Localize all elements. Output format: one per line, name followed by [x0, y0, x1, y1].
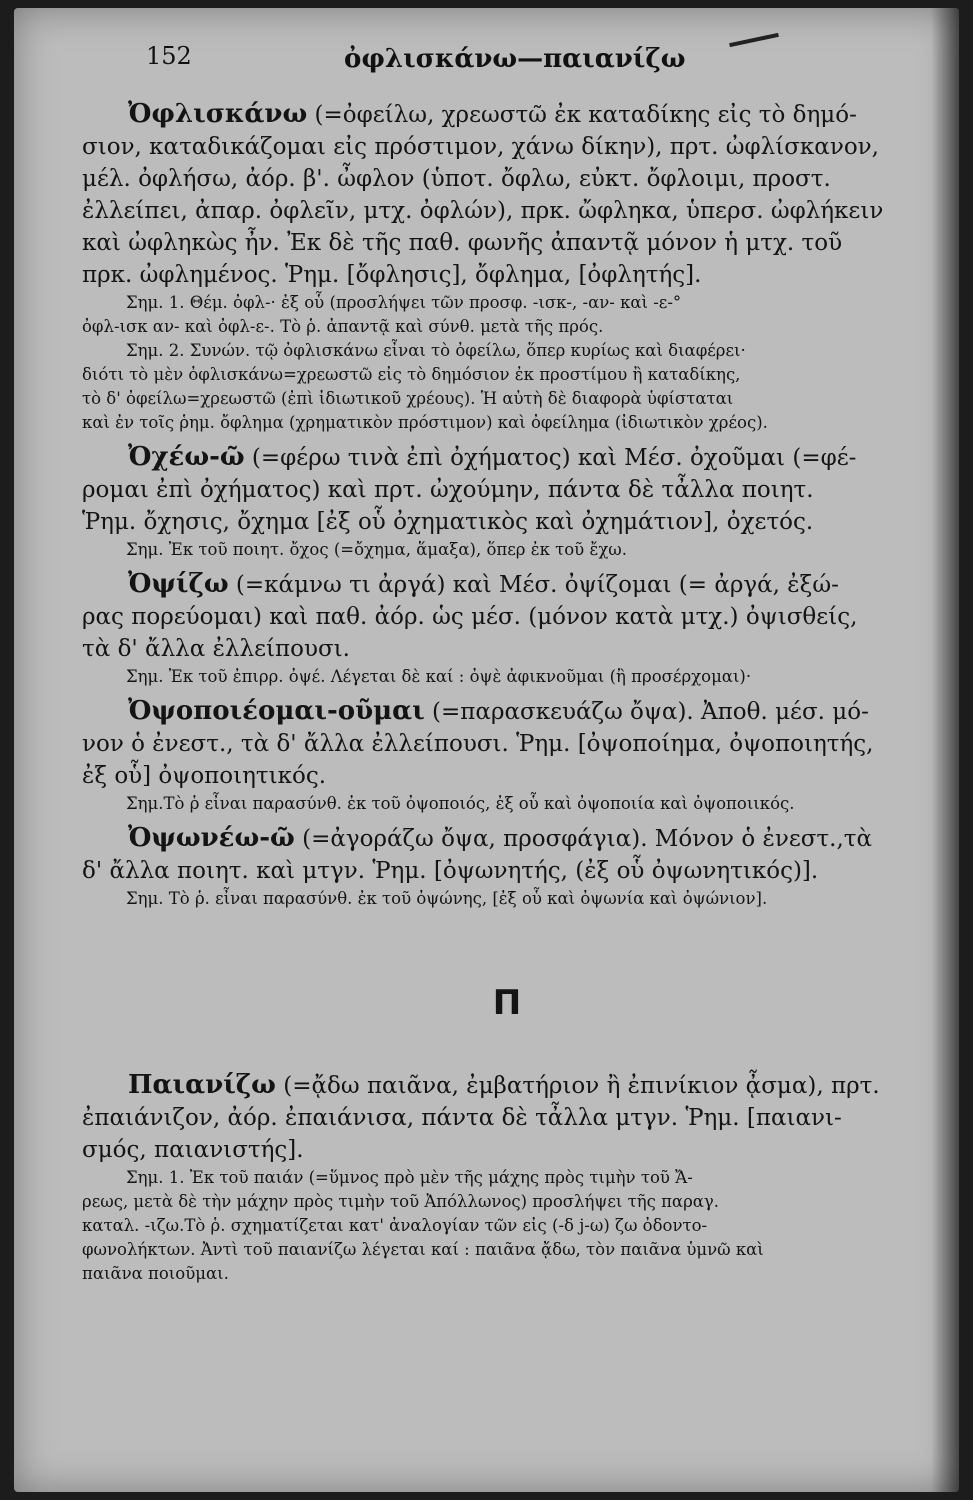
note-line: Σημ. Ἐκ τοῦ ἐπιρρ. ὀψέ. Λέγεται δὲ καί : ὀψὲ ἀφικνοῦμαι (ἢ προσέρχομαι)·: [126, 667, 752, 686]
entry-text: (=κάμνω τι ἀργά) καὶ Μέσ. ὀψίζομαι (= ἀργά, ἐξώ-: [228, 572, 839, 598]
note-line: Σημ. 1. Ἐκ τοῦ παιάν (=ὕμνος πρὸ μὲν τῆς μάχης πρὸς τιμὴν τοῦ Ἄ-: [126, 1168, 693, 1187]
page-number: 152: [146, 42, 192, 70]
entry-text: (=ᾄδω παιᾶνα, ἐμβατήριον ἢ ἐπινίκιον ᾆσμα), πρτ.: [275, 1073, 880, 1099]
entry-note: [82, 1166, 934, 1286]
entry-line: [82, 822, 934, 855]
entry-headword: Ὀψίζω: [128, 569, 229, 599]
entry-line: [82, 695, 934, 728]
entry-line: [82, 474, 934, 506]
entry-line: [82, 227, 934, 259]
entry-text: καὶ ὠφληκὼς ἦν. Ἐκ δὲ τῆς παθ. φωνῆς ἀπαντᾷ μόνον ἡ μτχ. τοῦ: [82, 230, 843, 256]
entry-text: δ' ἄλλα ποιητ. καὶ μτγν. Ῥημ. [ὀψωνητής, (ἐξ οὗ ὀψωνητικός)].: [82, 858, 819, 884]
entry-text: μέλ. ὀφλήσω, ἀόρ. β'. ὦφλον (ὑποτ. ὄφλω, εὐκτ. ὄφλοιμι, προστ.: [82, 166, 831, 192]
entry-text: ρομαι ἐπὶ ὀχήματος) καὶ πρτ. ὠχούμην, πάντα δὲ τἆλλα ποιητ.: [82, 477, 814, 503]
page-header: [14, 42, 959, 82]
entry-text: Ῥημ. ὄχησις, ὄχημα [ἐξ οὗ ὀχηματικὸς καὶ ὀχημάτιον], ὀχετός.: [82, 509, 814, 535]
entry-headword: Παιανίζω: [128, 1070, 276, 1100]
entry-text: νον ὁ ἐνεστ., τὰ δ' ἄλλα ἐλλείπουσι. Ῥημ. [ὀψοποίημα, ὀψοποιητής,: [82, 731, 874, 757]
entry-text: σιον, καταδικάζομαι εἰς πρόστιμον, χάνω δίκην), πρτ. ὠφλίσκανον,: [82, 134, 879, 160]
entry-line: [82, 855, 934, 887]
dictionary-entry: [82, 568, 934, 689]
entry-headword: Ὀψωνέω-ῶ: [128, 823, 295, 853]
entry-text: ἐλλείπει, ἀπαρ. ὀφλεῖν, μτχ. ὀφλών), πρκ. ὤφληκα, ὑπερσ. ὠφλήκειν: [82, 198, 884, 224]
entry-headword: Ὀχέω-ῶ: [128, 442, 245, 472]
entry-note: [82, 339, 934, 435]
entry-line: [82, 195, 934, 227]
entry-note: [82, 291, 934, 339]
note-line: Σημ. 1. Θέμ. ὀφλ-· ἐξ οὗ (προσλήψει τῶν προσφ. -ισκ-, -αν- καὶ -ε-°: [126, 293, 682, 312]
entry-text: (=ὀφείλω, χρεωστῶ ἐκ καταδίκης εἰς τὸ δημό-: [307, 102, 857, 128]
entry-text: (=παρασκευάζω ὄψα). Ἀποθ. μέσ. μό-: [424, 699, 869, 725]
entry-line: [82, 633, 934, 665]
entry-line: [82, 131, 934, 163]
dictionary-entry: [82, 1069, 934, 1286]
section-letter: Π: [492, 983, 524, 1023]
note-line: Σημ. Ἐκ τοῦ ποιητ. ὄχος (=ὄχημα, ἅμαξα), ὅπερ ἐκ τοῦ ἔχω.: [126, 540, 628, 559]
entry-note: [82, 792, 934, 816]
dictionary-entry: [82, 695, 934, 816]
entry-line: [82, 1102, 934, 1134]
entry-note: [82, 665, 934, 689]
note-line: ρεως, μετὰ δὲ τὴν μάχην πρὸς τιμὴν τοῦ Ἀπόλλωνος) προσλήψει τῆς παραγ.: [82, 1192, 720, 1211]
entry-text: ρας πορεύομαι) καὶ παθ. ἀόρ. ὡς μέσ. (μόνον κατὰ μτχ.) ὀψισθείς,: [82, 604, 858, 630]
dictionary-entry: [82, 98, 934, 435]
entry-text: σμός, παιανιστής].: [82, 1137, 304, 1163]
entry-text: πρκ. ὠφλημένος. Ῥημ. [ὄφλησις], ὄφλημα, [ὀφλητής].: [82, 262, 702, 288]
note-line: φωνολήκτων. Ἀντὶ τοῦ παιανίζω λέγεται καί : παιᾶνα ᾄδω, τὸν παιᾶνα ὑμνῶ καὶ: [82, 1240, 764, 1259]
note-line: παιᾶνα ποιοῦμαι.: [82, 1264, 229, 1283]
note-line: τὸ δ' ὀφείλω=χρεωστῶ (ἐπὶ ἰδιωτικοῦ χρέους). Ἡ αὐτὴ δὲ διαφορὰ ὑφίσταται: [82, 389, 734, 408]
entry-line: [82, 1069, 934, 1102]
entry-line: [82, 441, 934, 474]
dictionary-entry: [82, 441, 934, 562]
note-line: καταλ. -ιζω.Τὸ ῥ. σχηματίζεται κατ' ἀναλογίαν τῶν εἰς (-δ j-ω) ζω ὀδοντο-: [82, 1216, 708, 1235]
entry-text: (=ἀγοράζω ὄψα, προσφάγια). Μόνον ὁ ἐνεστ.,τὰ: [294, 826, 873, 852]
entry-line: [82, 163, 934, 195]
dictionary-entry: [82, 822, 934, 911]
dictionary-content: [82, 98, 934, 1292]
entry-line: [82, 760, 934, 792]
note-line: Σημ. Τὸ ῥ. εἶναι παρασύνθ. ἐκ τοῦ ὀψώνης, [ἐξ οὗ καὶ ὀψωνία καὶ ὀψώνιον].: [126, 889, 768, 908]
entry-headword: Ὀφλισκάνω: [128, 99, 308, 129]
entry-note: [82, 887, 934, 911]
running-head: ὀφλισκάνω—παιανίζω: [344, 44, 686, 74]
entry-line: [82, 601, 934, 633]
entry-line: [82, 728, 934, 760]
note-line: Σημ.Τὸ ῥ εἶναι παρασύνθ. ἐκ τοῦ ὀψοποιός, ἐξ οὗ καὶ ὀψοποιία καὶ ὀψοποιικός.: [126, 794, 795, 813]
entry-text: ἐπαιάνιζον, ἀόρ. ἐπαιάνισα, πάντα δὲ τἆλλα μτγν. Ῥημ. [παιανι-: [82, 1105, 842, 1131]
entry-line: [82, 98, 934, 131]
entry-text: ἐξ οὗ] ὀψοποιητικός.: [82, 763, 327, 789]
entry-note: [82, 538, 934, 562]
note-line: ὀφλ-ισκ αν- καὶ ὀφλ-ε-. Τὸ ῥ. ἀπαντᾷ καὶ σύνθ. μετὰ τῆς πρός.: [82, 317, 604, 336]
entry-line: [82, 259, 934, 291]
entry-line: [82, 568, 934, 601]
entry-text: (=φέρω τινὰ ἐπὶ ὀχήματος) καὶ Μέσ. ὀχοῦμαι (=φέ-: [244, 445, 857, 471]
entry-line: [82, 506, 934, 538]
note-line: καὶ ἐν τοῖς ῥημ. ὄφλημα (χρηματικὸν πρόστιμον) καὶ ὀφείλημα (ἰδιωτικὸν χρέος).: [82, 413, 768, 432]
note-line: Σημ. 2. Συνών. τῷ ὀφλισκάνω εἶναι τὸ ὀφείλω, ὅπερ κυρίως καὶ διαφέρει·: [126, 341, 746, 360]
book-page: [14, 8, 959, 1492]
entry-headword: Ὀψοποιέομαι-οῦμαι: [128, 696, 425, 726]
note-line: διότι τὸ μὲν ὀφλισκάνω=χρεωστῶ εἰς τὸ δημόσιον ἐκ προστίμου ἢ καταδίκης,: [82, 365, 741, 384]
entry-line: [82, 1134, 934, 1166]
entry-text: τὰ δ' ἄλλα ἐλλείπουσι.: [82, 636, 350, 662]
